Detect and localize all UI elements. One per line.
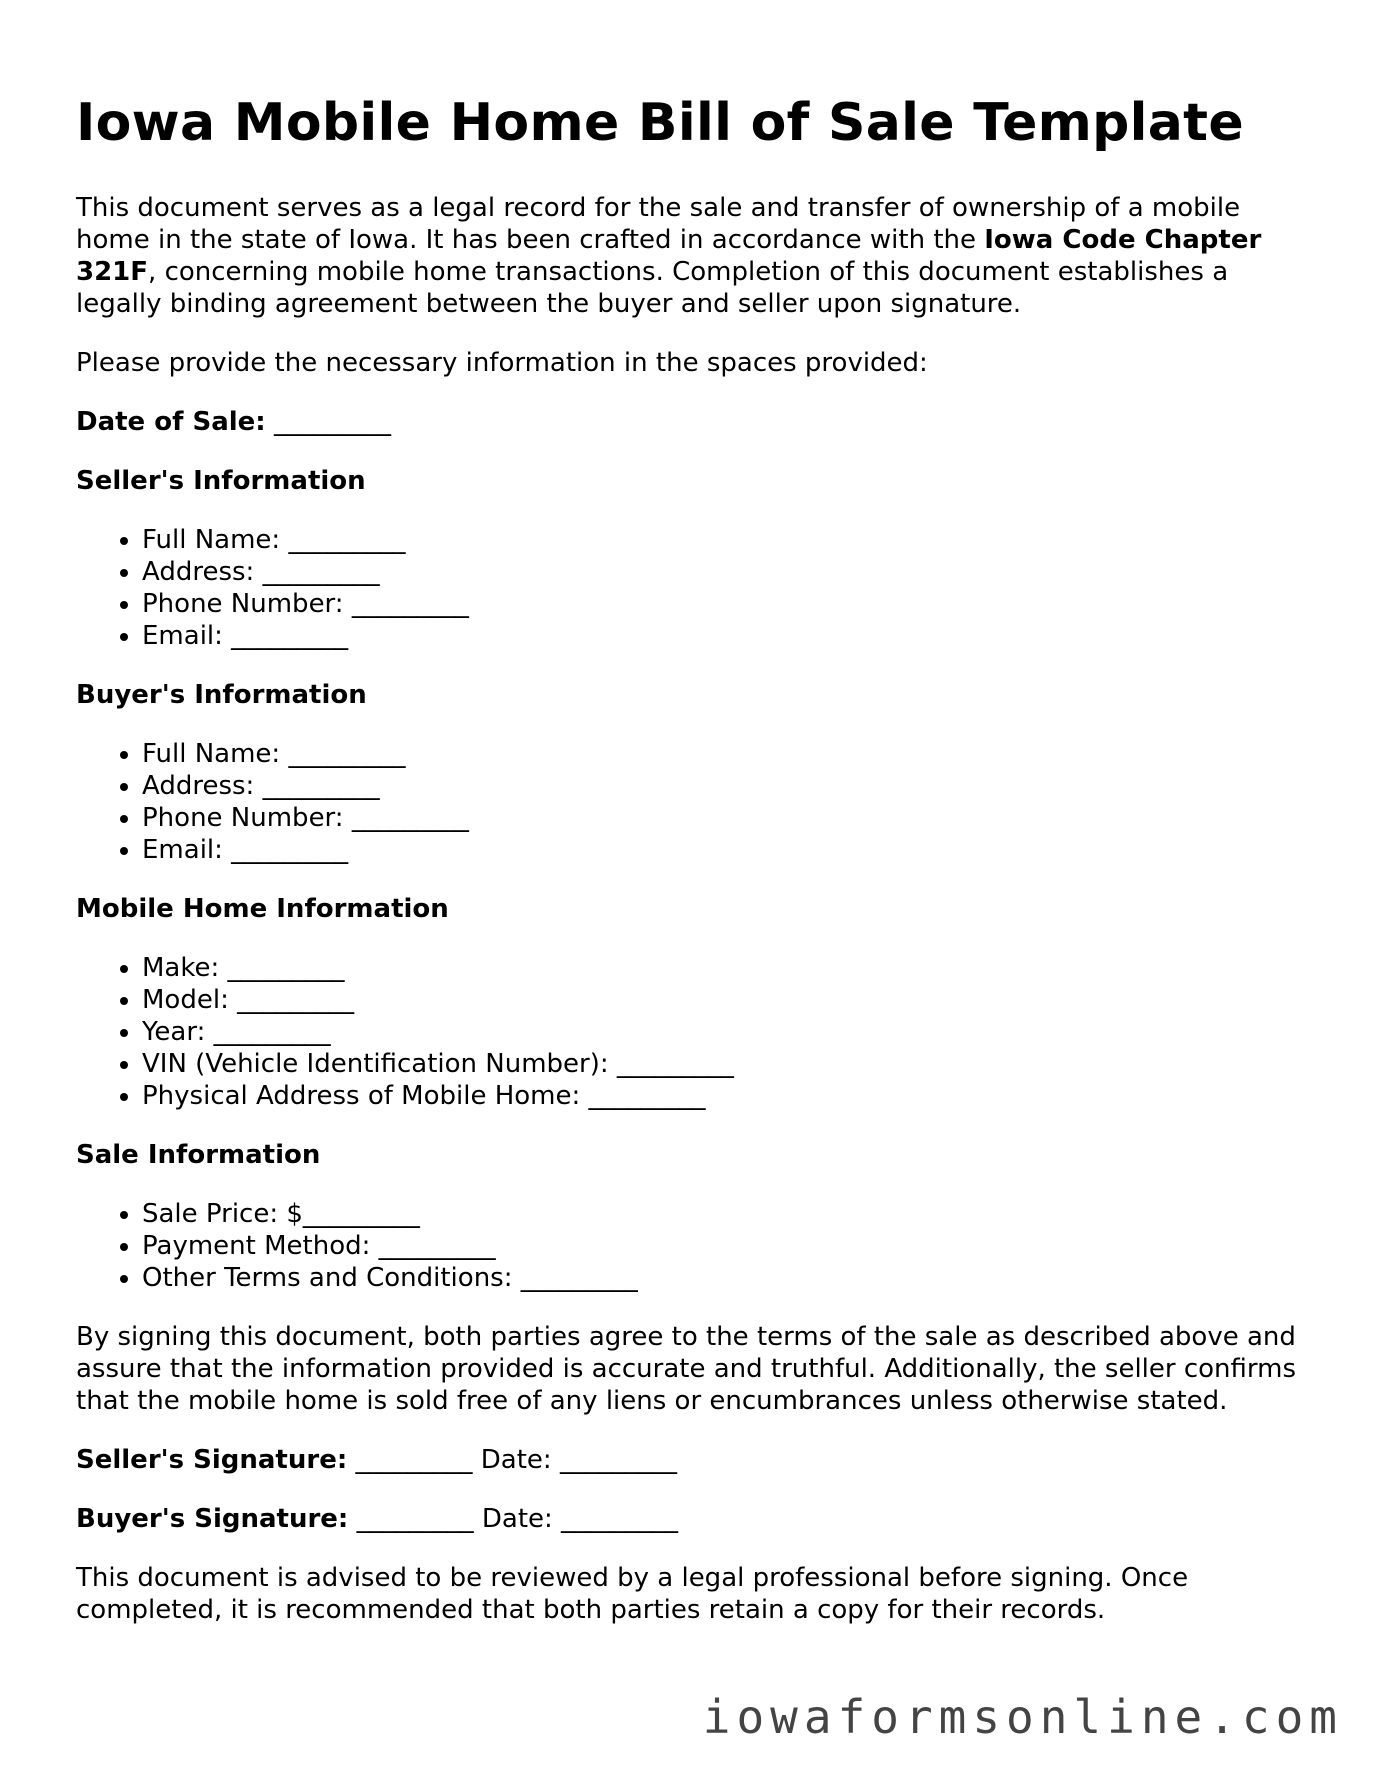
seller-signature-label: Seller's Signature: [76,1445,348,1476]
list-item[interactable]: • Model: _________ [142,984,1306,1016]
intro-paragraph [76,192,1306,320]
list-item[interactable]: • Email: _________ [142,834,1306,866]
document-page [76,92,1306,1653]
buyer-signature-line[interactable] [76,1503,1306,1535]
intro-text-before: This document serves as a legal record for the sale and transfer of ownership of a mobile home in the state of Iowa. It has been crafted in accordance with the [76,193,1241,256]
closing-paragraph: This document is advised to be reviewed by a legal professional before signing. Once completed, it is recommended that both parties retain a copy for their records. [76,1563,1189,1626]
agreement-paragraph: By signing this document, both parties agree to the terms of the sale as described above and assure that the information provided is accurate and truthful. Additionally, the seller confirms that the mobile home is sold free of any liens or encumbrances unless otherwise stated. [76,1322,1297,1417]
list-item[interactable]: • VIN (Vehicle Identification Number): _________ [142,1048,1306,1080]
buyer-date-label: Date: [481,1504,553,1535]
intro-text-after: , concerning mobile home transactions. Completion of this document establishes a legally binding agreement between the buyer and seller upon signature. [76,257,1229,320]
page-title: Iowa Mobile Home Bill of Sale Template [76,93,1244,153]
sale-info-heading: Sale Information [76,1140,321,1171]
seller-info-list [76,524,1306,652]
sale-info-list [76,1198,1306,1294]
list-item[interactable]: • Email: _________ [142,620,1306,652]
mobile-home-info-heading: Mobile Home Information [76,894,449,925]
list-item[interactable]: • Address: _________ [142,770,1306,802]
intro-code-reference: Iowa Code Chapter 321F [76,225,1262,288]
list-item[interactable]: • Sale Price: $_________ [142,1198,1306,1230]
list-item[interactable]: • Full Name: _________ [142,524,1306,556]
list-item[interactable]: • Address: _________ [142,556,1306,588]
seller-signature-line[interactable] [76,1444,1306,1476]
instruction-text: Please provide the necessary information in the spaces provided: [76,348,928,379]
list-item[interactable]: • Phone Number: _________ [142,802,1306,834]
seller-date-blank[interactable]: _________ [559,1445,677,1476]
list-item[interactable]: • Year: _________ [142,1016,1306,1048]
seller-date-label: Date: [480,1445,552,1476]
buyer-info-heading: Buyer's Information [76,680,367,711]
list-item[interactable]: • Payment Method: _________ [142,1230,1306,1262]
watermark-text: iowaformsonline.com [702,1690,1343,1744]
date-of-sale-blank[interactable]: _________ [273,407,391,438]
seller-info-heading: Seller's Information [76,466,366,497]
list-item[interactable]: • Full Name: _________ [142,738,1306,770]
buyer-info-list [76,738,1306,866]
date-of-sale-field[interactable] [76,406,1306,438]
buyer-signature-blank[interactable]: _________ [356,1504,474,1535]
buyer-signature-label: Buyer's Signature: [76,1504,349,1535]
seller-signature-blank[interactable]: _________ [355,1445,473,1476]
list-item[interactable]: • Make: _________ [142,952,1306,984]
list-item[interactable]: • Physical Address of Mobile Home: _________ [142,1080,1306,1112]
buyer-date-blank[interactable]: _________ [561,1504,679,1535]
list-item[interactable]: • Phone Number: _________ [142,588,1306,620]
mobile-home-info-list [76,952,1306,1112]
date-of-sale-label: Date of Sale: [76,407,266,438]
list-item[interactable]: • Other Terms and Conditions: _________ [142,1262,1306,1294]
